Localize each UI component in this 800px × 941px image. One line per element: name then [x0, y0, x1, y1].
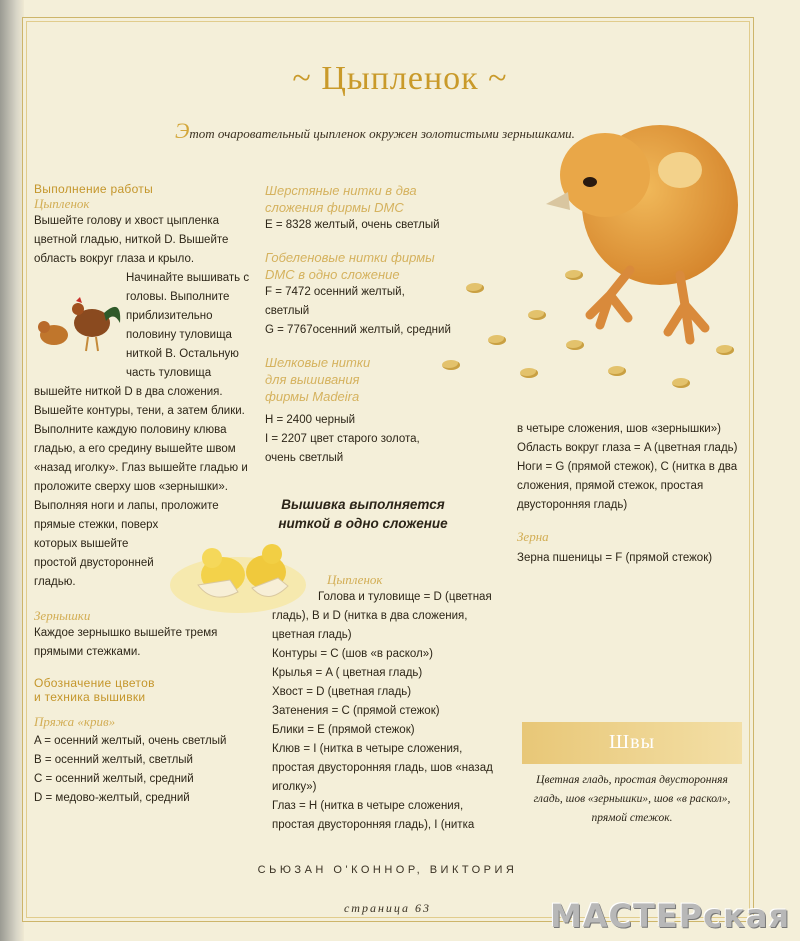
thread-f: F = 7472 осенний желтый, светлый [265, 286, 405, 317]
grains-line: Зерна пшеницы = F (прямой стежок) [517, 552, 713, 564]
stitch-line: Клюв = I (нитка в четыре сложения, простая двусторонняя гладь, шов «назад иголку») [272, 743, 493, 793]
page-title: ~ Цыпленок ~ [292, 60, 508, 97]
stitch-line: в четыре сложения, шов «зернышки») [517, 423, 721, 435]
stitch-line: Контуры = C (шов «в раскол») [272, 648, 433, 660]
page-edge [0, 0, 24, 941]
grain-icon [566, 340, 584, 350]
intro-text: Этот очаровательный цыпленок окружен золотистыми зернышками. [175, 118, 575, 143]
yarn-item: D = медово-желтый, средний [34, 792, 190, 804]
chick-instructions: Вышейте голову и хвост цыпленка цветной гладью, ниткой D. Вышейте область вокруг глаза и крыло. Начинайте вышивать с головы. Выполните приблизительно половину туловища ниткой B. Остальную часть туловища вышейте ниткой D в два сложения. [34, 215, 250, 398]
grain-icon [716, 345, 734, 355]
grain-icon [672, 378, 690, 388]
stitch-line: Голова и туловище = D (цветная гладь), B и D (нитка в два сложения, цветная гладь) [272, 591, 492, 641]
left-column [34, 182, 254, 808]
subheading-grains: Зернышки [34, 608, 91, 623]
author-line: СЬЮЗАН О'КОННОР, ВИКТОРИЯ [257, 864, 518, 876]
subheading-yarn: Пряжа «крив» [34, 714, 116, 729]
yarn-item: C = осенний желтый, средний [34, 773, 194, 785]
tapestry-heading: Гобеленовые нитки фирмы DMC в одно сложение [265, 250, 435, 282]
yarn-list [34, 732, 254, 808]
grain-icon [488, 335, 506, 345]
stitches-description: Цветная гладь, простая двусторонняя гладь, шов «зернышки», шов «в раскол», прямой стежок. [533, 774, 731, 824]
grain-icon [608, 366, 626, 376]
stitch-line: Хвост = D (цветная гладь) [272, 686, 412, 698]
stitches-banner-title: Швы [608, 731, 656, 753]
stitch-line: Глаз = H (нитка в четыре сложения, простая двусторонняя гладь), I (нитка [272, 800, 475, 831]
grains-instructions: Каждое зернышко вышейте тремя прямыми стежками. [34, 627, 218, 658]
rooster-illustration [34, 287, 126, 367]
subheading-chick-mid: Цыпленок [327, 572, 383, 587]
silk-heading: Шелковые нитки для вышивания фирмы Madeira [265, 355, 371, 404]
stitch-line: Область вокруг глаза = A (цветная гладь) [517, 442, 738, 454]
page-number: страница 63 [343, 901, 432, 915]
thread-i: I = 2207 цвет старого золота, очень светлый [265, 433, 420, 464]
grain-icon [528, 310, 546, 320]
yarn-item: B = осенний желтый, светлый [34, 754, 193, 766]
grain-icon [520, 368, 538, 378]
stitch-line: Крылья = A ( цветная гладь) [272, 667, 423, 679]
thread-e: E = 8328 желтый, очень светлый [265, 219, 440, 231]
thread-h: H = 2400 черный [265, 414, 356, 426]
stitch-line: Блики = E (прямой стежок) [272, 724, 415, 736]
chick-illustration [540, 100, 750, 360]
section-heading-colors: Обозначение цветов и техника вышивки [34, 676, 155, 704]
subheading-grains-right: Зерна [517, 529, 549, 544]
watermark-logo: МАСТЕРская [549, 897, 790, 935]
stitch-line: Затенения = C (прямой стежок) [272, 705, 440, 717]
stitch-line: Ноги = G (прямой стежок), C (нитка в два сложения, прямой стежок, простая двусторонняя гладь) [517, 461, 738, 511]
single-strand-note: Вышивка выполняется ниткой в одно сложение [278, 497, 448, 531]
thread-g: G = 7767осенний желтый, средний [265, 324, 451, 336]
stitches-banner [522, 722, 742, 764]
middle-column [265, 182, 475, 468]
wool-heading: Шерстяные нитки в два сложения фирмы DMC [265, 183, 417, 215]
chick-instructions-2: Вышейте контуры, тени, а затем блики. Выполните каждую половину клюва гладью, а его средину вышейте швом «назад иголку». Глаз вышейте гладью и проложите сверху шов «зернышки». Выполняя ноги и лапы, проложите прямые стежки, поверх которых вышейте простой двусторонней гладью. [34, 405, 248, 588]
grain-icon [565, 270, 583, 280]
middle-column-lower [272, 572, 502, 835]
section-heading-work: Выполнение работы [34, 182, 154, 196]
subheading-chick: Цыпленок [34, 196, 90, 211]
yarn-item: A = осенний желтый, очень светлый [34, 735, 227, 747]
right-column [517, 420, 742, 568]
